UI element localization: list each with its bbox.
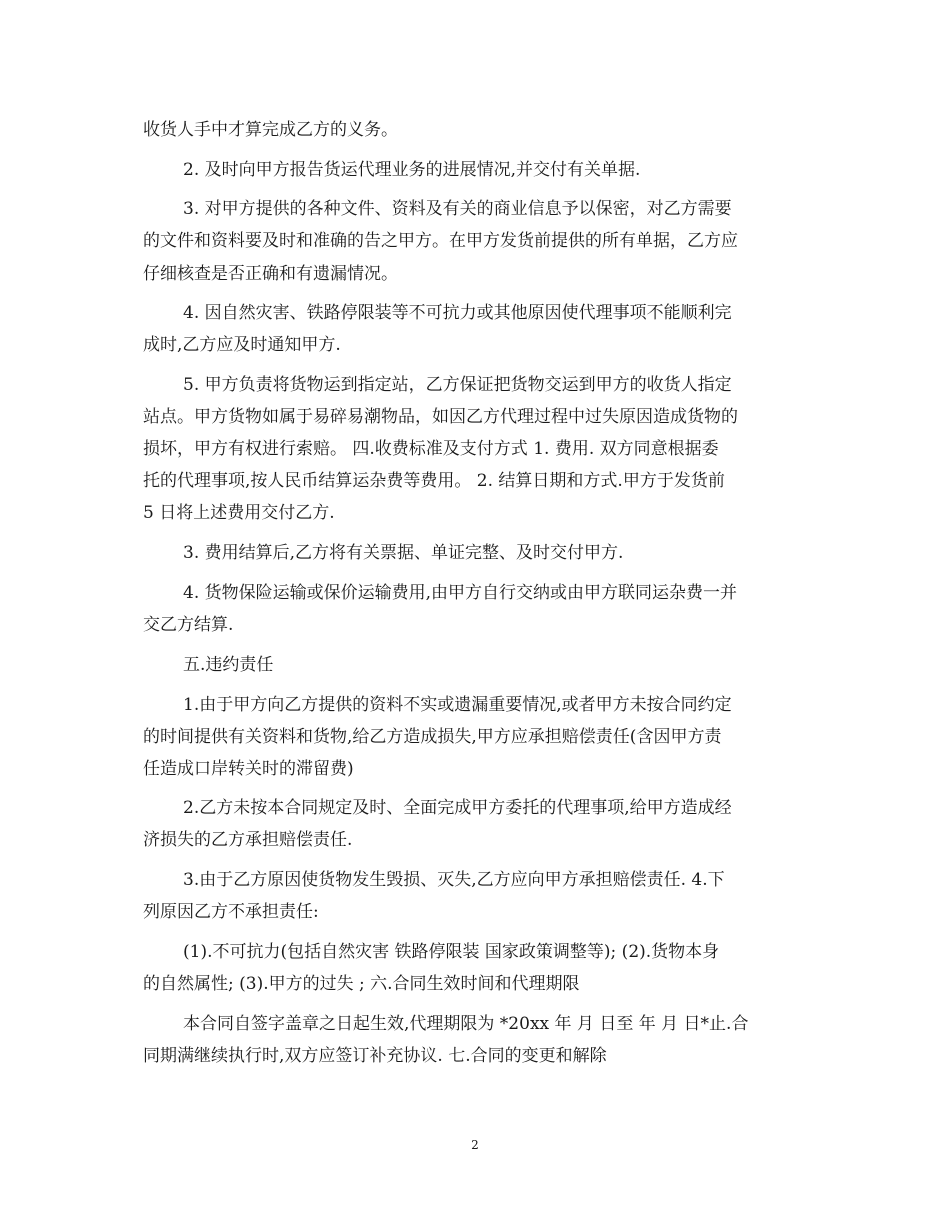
text-line: 任造成口岸转关时的滞留费) [143,759,354,779]
text-line: 2. 及时向甲方报告货运代理业务的进展情况,并交付有关单据. [183,160,641,180]
text-line: 的自然属性; (3).甲方的过失 ; 六.合同生效时间和代理期限 [143,974,580,994]
text-line: 3. 对甲方提供的各种文件、资料及有关的商业信息予以保密，对乙方需要 [183,199,732,219]
text-line: 仔细核查是否正确和有遗漏情况。 [143,264,398,284]
text-line: 列原因乙方不承担责任: [143,902,319,922]
text-line: 损坏，甲方有权进行索赔。 四.收费标准及支付方式 1. 费用. 双方同意根据委 [143,439,719,459]
text-line: 同期满继续执行时,双方应签订补充协议. 七.合同的变更和解除 [143,1046,607,1066]
section-heading: 五.违约责任 [183,655,274,675]
text-line: 的时间提供有关资料和货物,给乙方造成损失,甲方应承担赔偿责任(含因甲方责 [143,727,722,747]
text-line: 济损失的乙方承担赔偿责任. [143,830,353,850]
text-line: 本合同自签字盖章之日起生效,代理期限为 *20xx 年 月 日至 年 月 日*止.合 [183,1014,749,1034]
text-line: 2.乙方未按本合同规定及时、全面完成甲方委托的代理事项,给甲方造成经 [183,798,732,818]
text-line: 4. 因自然灾害、铁路停限装等不可抗力或其他原因使代理事项不能顺利完 [183,303,732,323]
text-line: 4. 货物保险运输或保价运输费用,由甲方自行交纳或由甲方联同运杂费一并 [183,583,738,603]
text-line: 1.由于甲方向乙方提供的资料不实或遗漏重要情况,或者甲方未按合同约定 [183,695,732,715]
text-line: 5. 甲方负责将货物运到指定站，乙方保证把货物交运到甲方的收货人指定 [183,375,732,395]
text-line: 5 日将上述费用交付乙方. [143,503,335,523]
text-line: (1).不可抗力(包括自然灾害 铁路停限装 国家政策调整等); (2).货物本身 [183,942,720,962]
text-line: 站点。甲方货物如属于易碎易潮物品，如因乙方代理过程中过失原因造成货物的 [143,407,738,427]
text-line: 交乙方结算. [143,615,234,635]
text-line: 托的代理事项,按人民币结算运杂费等费用。 2. 结算日期和方式.甲方于发货前 [143,471,725,491]
text-line: 成时,乙方应及时通知甲方. [143,335,341,355]
text-line: 的文件和资料要及时和准确的告之甲方。在甲方发货前提供的所有单据，乙方应 [143,231,738,251]
text-line: 3. 费用结算后,乙方将有关票据、单证完整、及时交付甲方. [183,543,624,563]
page-number: 2 [471,1138,479,1152]
text-line: 3.由于乙方原因使货物发生毁损、灭失,乙方应向甲方承担赔偿责任. 4.下 [183,870,725,890]
text-line: 收货人手中才算完成乙方的义务。 [143,120,398,140]
